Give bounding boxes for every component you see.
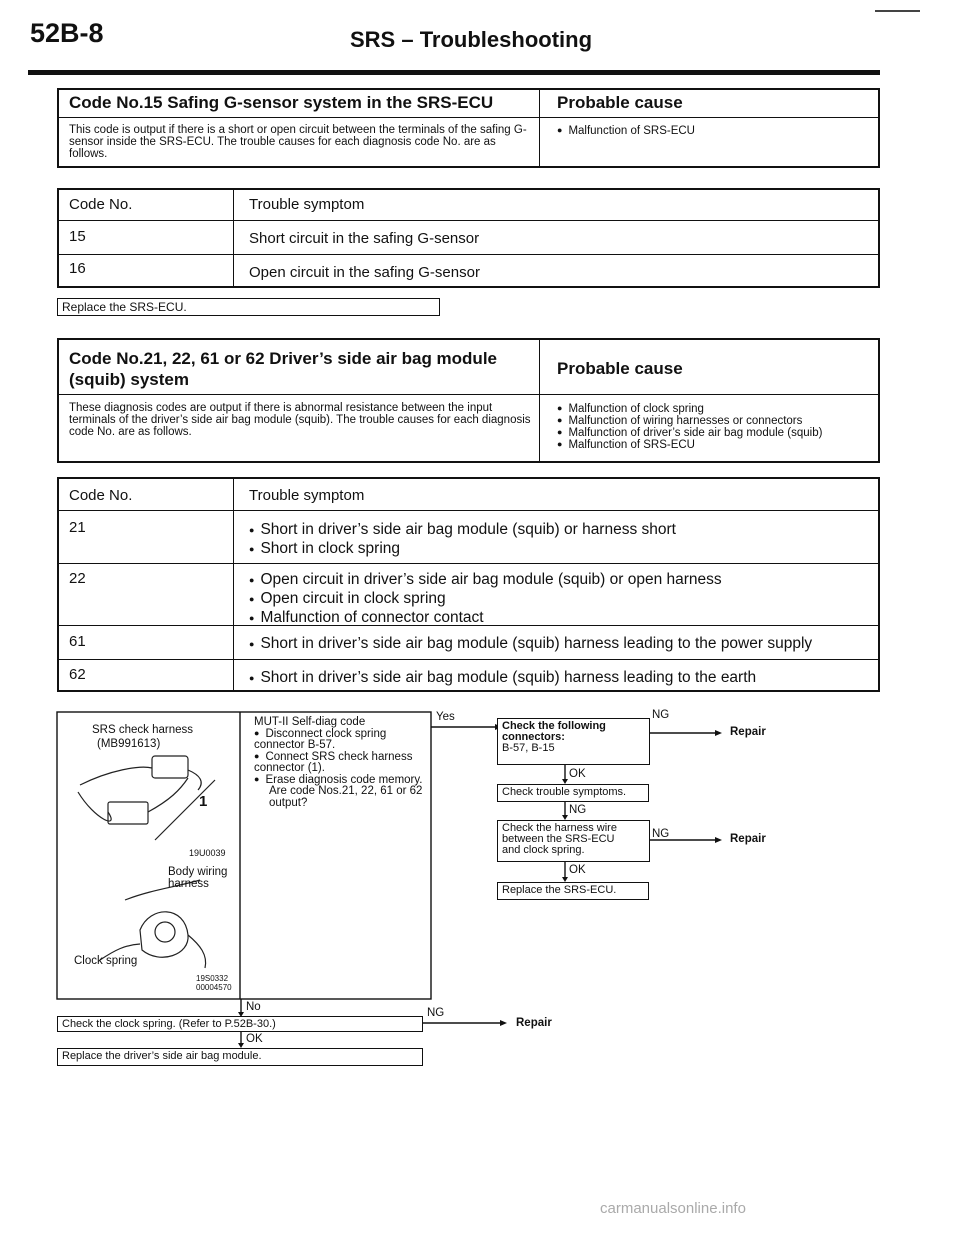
harness-part-number: (MB991613) — [97, 738, 161, 750]
connector-number: 1 — [199, 793, 208, 810]
code21-title-line2: (squib) system — [69, 370, 189, 389]
cause-item: ● Malfunction of driver’s side air bag module (squib) — [557, 427, 877, 439]
ng-label: NG — [652, 828, 670, 840]
replace-module-box: Replace the driver’s side air bag module. — [57, 1048, 423, 1066]
code21-col-symptom: Trouble symptom — [249, 487, 365, 504]
code61-row-code: 61 — [69, 633, 86, 650]
code21-description: These diagnosis codes are output if there is abnormal resistance between the input terminals of the driver’s side air bag module (squib). The trouble causes for each diagnosis code No. are as follows. — [69, 402, 531, 438]
cause-item: ● Malfunction of wiring harnesses or connectors — [557, 415, 877, 427]
code15-col-symptom: Trouble symptom — [249, 196, 365, 213]
code16-row-code: 16 — [69, 260, 86, 277]
yes-label: Yes — [436, 711, 455, 723]
code62-row-code: 62 — [69, 666, 86, 683]
page-title: SRS – Troubleshooting — [350, 27, 593, 52]
ng-label: NG — [569, 804, 587, 816]
harness-label: SRS check harness — [92, 724, 193, 736]
page-number: 52B-8 — [30, 18, 104, 48]
code16-row-symptom: Open circuit in the safing G-sensor — [249, 264, 480, 281]
mut-step: ● Disconnect clock spring connector B-57. — [254, 729, 426, 752]
ok-label: OK — [569, 768, 586, 780]
code15-description: This code is output if there is a short or open circuit between the terminals of the safing G-sensor inside the SRS-ECU. The trouble causes for each diagnosis code No. are as follows. — [69, 124, 527, 160]
repair-label: Repair — [730, 833, 766, 845]
mut-question: Are code Nos.21, 22, 61 or 62 output? — [269, 785, 423, 809]
code21-cause-title: Probable cause — [557, 359, 683, 378]
watermark: carmanualsonline.info — [600, 1200, 746, 1217]
mut-step: ● Connect SRS check harness connector (1). — [254, 752, 426, 775]
no-label: No — [246, 1001, 261, 1013]
repair-label: Repair — [730, 726, 766, 738]
code21-row-symptoms: ● Short in driver’s side air bag module (squib) or harness short ● Short in clock spring — [249, 521, 676, 559]
code61-row-symptoms: ● Short in driver’s side air bag module (squib) harness leading to the power supply — [249, 635, 812, 653]
replace-ecu-box: Replace the SRS-ECU. — [497, 882, 649, 900]
code21-row-code: 21 — [69, 519, 86, 536]
cause-item: ● Malfunction of clock spring — [557, 403, 877, 415]
code15-row-symptom: Short circuit in the safing G-sensor — [249, 230, 480, 247]
code15-cause-item: ● Malfunction of SRS-ECU — [557, 125, 695, 137]
code22-row-code: 22 — [69, 570, 86, 587]
ok-label: OK — [569, 864, 586, 876]
check-clock-spring-box: Check the clock spring. (Refer to P.52B-30.) — [57, 1016, 423, 1032]
figure-ids: 19S0332 00004570 — [196, 974, 232, 992]
code21-col-code: Code No. — [69, 487, 133, 504]
ok-label: OK — [246, 1033, 263, 1045]
check-symptoms-box: Check trouble symptoms. — [497, 784, 649, 802]
harness-illustration — [78, 756, 215, 968]
figure-id-1: 19U0039 — [189, 848, 226, 858]
code15-cause-title: Probable cause — [557, 93, 683, 112]
code15-row-code: 15 — [69, 228, 86, 245]
cause-item: ● Malfunction of SRS-ECU — [557, 439, 877, 451]
repair-label: Repair — [516, 1017, 552, 1029]
body-wiring-label: Body wiring harness — [168, 866, 228, 890]
ng-label: NG — [427, 1007, 445, 1019]
ng-label: NG — [652, 709, 670, 721]
check-harness-box: Check the harness wire between the SRS-ECU and clock spring. — [497, 820, 650, 862]
code15-col-code: Code No. — [69, 196, 133, 213]
check-connectors-box: Check the following connectors: B-57, B-15 — [497, 718, 650, 765]
code15-title: Code No.15 Safing G-sensor system in the SRS-ECU — [69, 93, 494, 112]
mut-steps — [254, 717, 426, 809]
clock-spring-label: Clock spring — [74, 955, 138, 967]
code22-row-symptoms: ● Open circuit in driver’s side air bag module (squib) or open harness ● Open circuit in clock spring ● Malfunction of connector contact — [249, 571, 722, 628]
mut-title: MUT-II Self-diag code — [254, 716, 366, 728]
code21-title-line1: Code No.21, 22, 61 or 62 Driver’s side air bag module — [69, 349, 497, 368]
mut-step: ● Erase diagnosis code memory. — [254, 775, 426, 787]
code62-row-symptoms: ● Short in driver’s side air bag module (squib) harness leading to the earth — [249, 669, 756, 687]
code15-action: Replace the SRS-ECU. — [57, 298, 440, 316]
